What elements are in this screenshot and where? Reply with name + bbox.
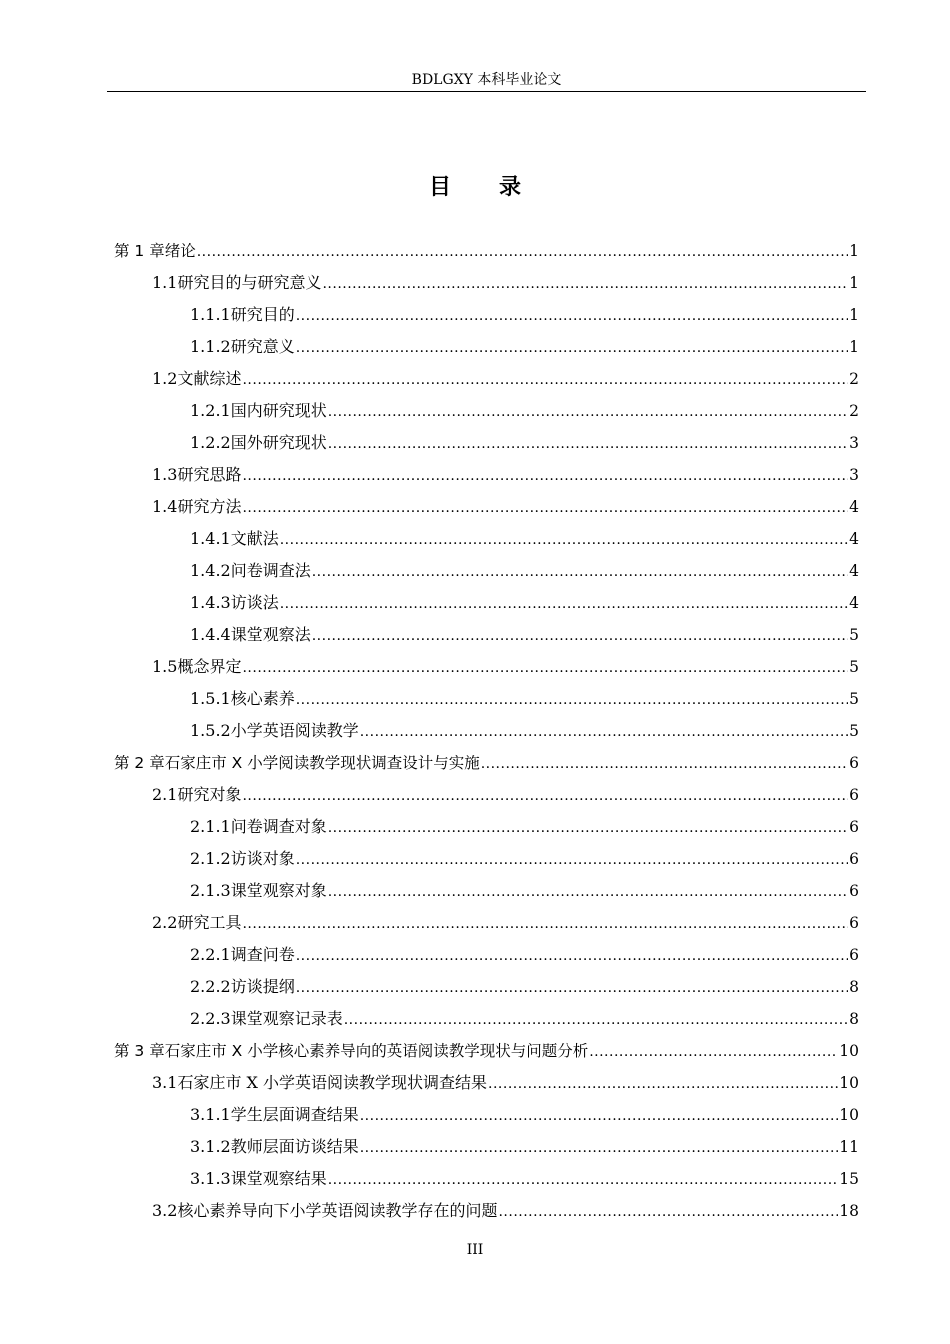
toc-leader-dots bbox=[312, 556, 848, 588]
toc-leader-dots bbox=[589, 1036, 838, 1068]
toc-entry-number: 1.4.4 bbox=[190, 625, 231, 644]
toc-entry-title: 小学英语阅读教学 bbox=[230, 721, 359, 740]
toc-entry[interactable] bbox=[152, 267, 859, 299]
toc-entry[interactable] bbox=[190, 395, 859, 427]
toc-leader-dots bbox=[328, 396, 848, 428]
toc-entry-number: 2.1.3 bbox=[190, 881, 231, 900]
toc-entry-page: 6 bbox=[849, 850, 859, 868]
toc-entry-number: 2.1.1 bbox=[190, 817, 231, 836]
toc-leader-dots bbox=[328, 812, 848, 844]
toc-entry-number: 3.1.3 bbox=[190, 1169, 231, 1188]
toc-entry-title: 问卷调查法 bbox=[230, 561, 311, 580]
toc-entry[interactable] bbox=[190, 1099, 859, 1131]
toc-entry[interactable] bbox=[190, 1003, 859, 1035]
toc-entry-page: 10 bbox=[839, 1074, 859, 1092]
toc-entry-number: 1.4.2 bbox=[190, 561, 231, 580]
toc-entry[interactable] bbox=[152, 651, 859, 683]
toc-leader-dots bbox=[296, 684, 848, 716]
toc-entry-number: 3.1 bbox=[152, 1073, 178, 1092]
toc-entry[interactable] bbox=[190, 715, 859, 747]
toc-entry-title: 课堂观察结果 bbox=[230, 1169, 327, 1188]
toc-entry-title: 绪论 bbox=[164, 242, 196, 260]
toc-entry[interactable] bbox=[190, 843, 859, 875]
toc-entry-number: 2.1.2 bbox=[190, 849, 231, 868]
toc-entry-number: 1.5.2 bbox=[190, 721, 231, 740]
toc-leader-dots bbox=[481, 748, 848, 780]
toc-entry-page: 1 bbox=[849, 338, 859, 356]
toc-leader-dots bbox=[360, 716, 848, 748]
toc-entry-title: 访谈对象 bbox=[230, 849, 295, 868]
toc-entry-number: 1.1.1 bbox=[190, 305, 231, 324]
toc-entry-title: 调查问卷 bbox=[230, 945, 295, 964]
toc-entry[interactable] bbox=[190, 1131, 859, 1163]
toc-entry-number: 2.2 bbox=[152, 913, 178, 932]
toc-leader-dots bbox=[296, 972, 848, 1004]
toc-entry-page: 4 bbox=[849, 498, 859, 516]
toc-entry-number: 1.5 bbox=[152, 657, 178, 676]
toc-entry-page: 5 bbox=[849, 722, 859, 740]
toc-entry-title: 课堂观察对象 bbox=[230, 881, 327, 900]
toc-entry[interactable] bbox=[190, 939, 859, 971]
toc-entry-title: 问卷调查对象 bbox=[230, 817, 327, 836]
toc-entry[interactable] bbox=[190, 1163, 859, 1195]
toc-leader-dots bbox=[498, 1196, 838, 1228]
toc-entry-page: 5 bbox=[849, 626, 859, 644]
toc-entry-number: 1.4.3 bbox=[190, 593, 231, 612]
toc-entry-title: 国内研究现状 bbox=[230, 401, 327, 420]
toc-leader-dots bbox=[296, 332, 848, 364]
toc-entry-number: 1.2.2 bbox=[190, 433, 231, 452]
toc-leader-dots bbox=[328, 1164, 839, 1196]
toc-entry-title: 研究意义 bbox=[230, 337, 295, 356]
toc-entry-number: 3.1.2 bbox=[190, 1137, 231, 1156]
toc-entry-number: 第 3 章 bbox=[114, 1042, 165, 1060]
toc-leader-dots bbox=[328, 428, 848, 460]
toc-entry[interactable] bbox=[114, 1035, 859, 1067]
toc-leader-dots bbox=[242, 652, 848, 684]
toc-leader-dots bbox=[280, 588, 848, 620]
toc-entry[interactable] bbox=[152, 459, 859, 491]
toc-entry-title: 研究思路 bbox=[177, 465, 242, 484]
toc-leader-dots bbox=[312, 620, 848, 652]
toc-entry-number: 1.1.2 bbox=[190, 337, 231, 356]
toc-leader-dots bbox=[242, 780, 848, 812]
toc-entry-title: 访谈提纲 bbox=[230, 977, 295, 996]
toc-leader-dots bbox=[322, 268, 848, 300]
toc-entry[interactable] bbox=[190, 811, 859, 843]
toc-entry-page: 5 bbox=[849, 658, 859, 676]
toc-entry-title: 研究对象 bbox=[177, 785, 242, 804]
toc-entry-number: 第 2 章 bbox=[114, 754, 165, 772]
toc-entry-number: 2.2.2 bbox=[190, 977, 231, 996]
toc-entry[interactable] bbox=[190, 555, 859, 587]
toc-entry[interactable] bbox=[190, 971, 859, 1003]
toc-entry-title: 研究方法 bbox=[177, 497, 242, 516]
toc-entry-number: 2.1 bbox=[152, 785, 178, 804]
toc-entry-page: 6 bbox=[849, 946, 859, 964]
toc-entry-number: 1.4.1 bbox=[190, 529, 231, 548]
toc-entry-page: 8 bbox=[849, 1010, 859, 1028]
toc-entry-page: 2 bbox=[849, 402, 859, 420]
header-rule bbox=[107, 91, 866, 92]
toc-entry-title: 文献法 bbox=[230, 529, 279, 548]
toc-leader-dots bbox=[328, 876, 848, 908]
toc-entry[interactable] bbox=[114, 747, 859, 779]
toc-entry-page: 4 bbox=[849, 562, 859, 580]
toc-leader-dots bbox=[296, 844, 848, 876]
toc-entry[interactable] bbox=[190, 619, 859, 651]
toc-leader-dots bbox=[242, 492, 848, 524]
toc-entry-title: 石家庄市 X 小学英语阅读教学现状调查结果 bbox=[177, 1073, 488, 1092]
toc-entry[interactable] bbox=[152, 363, 859, 395]
toc-entry-title: 国外研究现状 bbox=[230, 433, 327, 452]
toc-entry[interactable] bbox=[152, 1067, 859, 1099]
toc-entry[interactable] bbox=[152, 907, 859, 939]
toc-entry-page: 6 bbox=[849, 754, 859, 772]
toc-entry-number: 3.2 bbox=[152, 1201, 178, 1220]
toc-entry-title: 概念界定 bbox=[177, 657, 242, 676]
toc-leader-dots bbox=[242, 364, 848, 396]
toc-entry[interactable] bbox=[190, 683, 859, 715]
toc-entry-page: 4 bbox=[849, 530, 859, 548]
toc-entry-title: 研究目的 bbox=[230, 305, 295, 324]
toc-leader-dots bbox=[296, 300, 848, 332]
toc-entry[interactable] bbox=[190, 523, 859, 555]
toc-entry-page: 8 bbox=[849, 978, 859, 996]
toc-entry[interactable] bbox=[114, 235, 859, 267]
toc-entry-page: 1 bbox=[849, 274, 859, 292]
toc-entry[interactable] bbox=[190, 875, 859, 907]
toc-leader-dots bbox=[488, 1068, 838, 1100]
toc-entry-page: 4 bbox=[849, 594, 859, 612]
toc-entry[interactable] bbox=[190, 427, 859, 459]
toc-entry-title: 学生层面调查结果 bbox=[230, 1105, 359, 1124]
toc-entry-number: 1.1 bbox=[152, 273, 178, 292]
toc-entry[interactable] bbox=[152, 491, 859, 523]
toc-entry[interactable] bbox=[190, 587, 859, 619]
toc-entry-page: 10 bbox=[839, 1106, 859, 1124]
toc-entry-number: 2.2.1 bbox=[190, 945, 231, 964]
toc-entry-title: 课堂观察法 bbox=[230, 625, 311, 644]
toc-entry-title: 研究工具 bbox=[177, 913, 242, 932]
toc-entry-page: 1 bbox=[849, 242, 859, 260]
toc-entry[interactable] bbox=[152, 779, 859, 811]
toc-entry-number: 1.3 bbox=[152, 465, 178, 484]
toc-entry-title: 文献综述 bbox=[177, 369, 242, 388]
toc-leader-dots bbox=[344, 1004, 848, 1036]
toc-entry-title: 石家庄市 X 小学核心素养导向的英语阅读教学现状与问题分析 bbox=[164, 1042, 589, 1060]
toc-entry-title: 课堂观察记录表 bbox=[230, 1009, 343, 1028]
toc-title: 目录 bbox=[428, 175, 569, 200]
toc-entry[interactable] bbox=[190, 331, 859, 363]
toc-leader-dots bbox=[280, 524, 848, 556]
toc-entry[interactable] bbox=[152, 1195, 859, 1227]
toc-entry-page: 3 bbox=[849, 466, 859, 484]
toc-entry-title: 石家庄市 X 小学阅读教学现状调查设计与实施 bbox=[164, 754, 480, 772]
toc-entry-title: 研究目的与研究意义 bbox=[177, 273, 322, 292]
toc-leader-dots bbox=[360, 1100, 839, 1132]
toc-entry-number: 1.5.1 bbox=[190, 689, 231, 708]
toc-entry-page: 6 bbox=[849, 786, 859, 804]
page-number: III bbox=[466, 1242, 484, 1258]
toc-entry[interactable] bbox=[190, 299, 859, 331]
toc-leader-dots bbox=[242, 908, 848, 940]
toc-entry-page: 1 bbox=[849, 306, 859, 324]
toc-entry-page: 18 bbox=[839, 1202, 859, 1220]
toc-entry-page: 6 bbox=[849, 914, 859, 932]
toc-entry-number: 第 1 章 bbox=[114, 242, 165, 260]
toc-leader-dots bbox=[242, 460, 848, 492]
toc-entry-page: 2 bbox=[849, 370, 859, 388]
toc-entry-title: 访谈法 bbox=[230, 593, 279, 612]
toc-entry-title: 核心素养 bbox=[230, 689, 295, 708]
toc-leader-dots bbox=[360, 1132, 839, 1164]
toc-entry-number: 1.2.1 bbox=[190, 401, 231, 420]
toc-entry-number: 3.1.1 bbox=[190, 1105, 231, 1124]
toc-entry-page: 6 bbox=[849, 882, 859, 900]
toc-entry-number: 2.2.3 bbox=[190, 1009, 231, 1028]
running-header: BDLGXY 本科毕业论文 bbox=[411, 72, 562, 88]
toc-entry-title: 核心素养导向下小学英语阅读教学存在的问题 bbox=[177, 1201, 498, 1220]
toc-leader-dots bbox=[296, 940, 848, 972]
toc-entry-number: 1.4 bbox=[152, 497, 178, 516]
toc-entry-page: 15 bbox=[839, 1170, 859, 1188]
toc-leader-dots bbox=[197, 236, 848, 268]
toc-entry-page: 5 bbox=[849, 690, 859, 708]
toc-entry-page: 6 bbox=[849, 818, 859, 836]
toc-entry-number: 1.2 bbox=[152, 369, 178, 388]
toc-entry-page: 3 bbox=[849, 434, 859, 452]
toc-entry-page: 10 bbox=[839, 1042, 859, 1060]
toc-entry-page: 11 bbox=[839, 1138, 859, 1156]
toc-entry-title: 教师层面访谈结果 bbox=[230, 1137, 359, 1156]
